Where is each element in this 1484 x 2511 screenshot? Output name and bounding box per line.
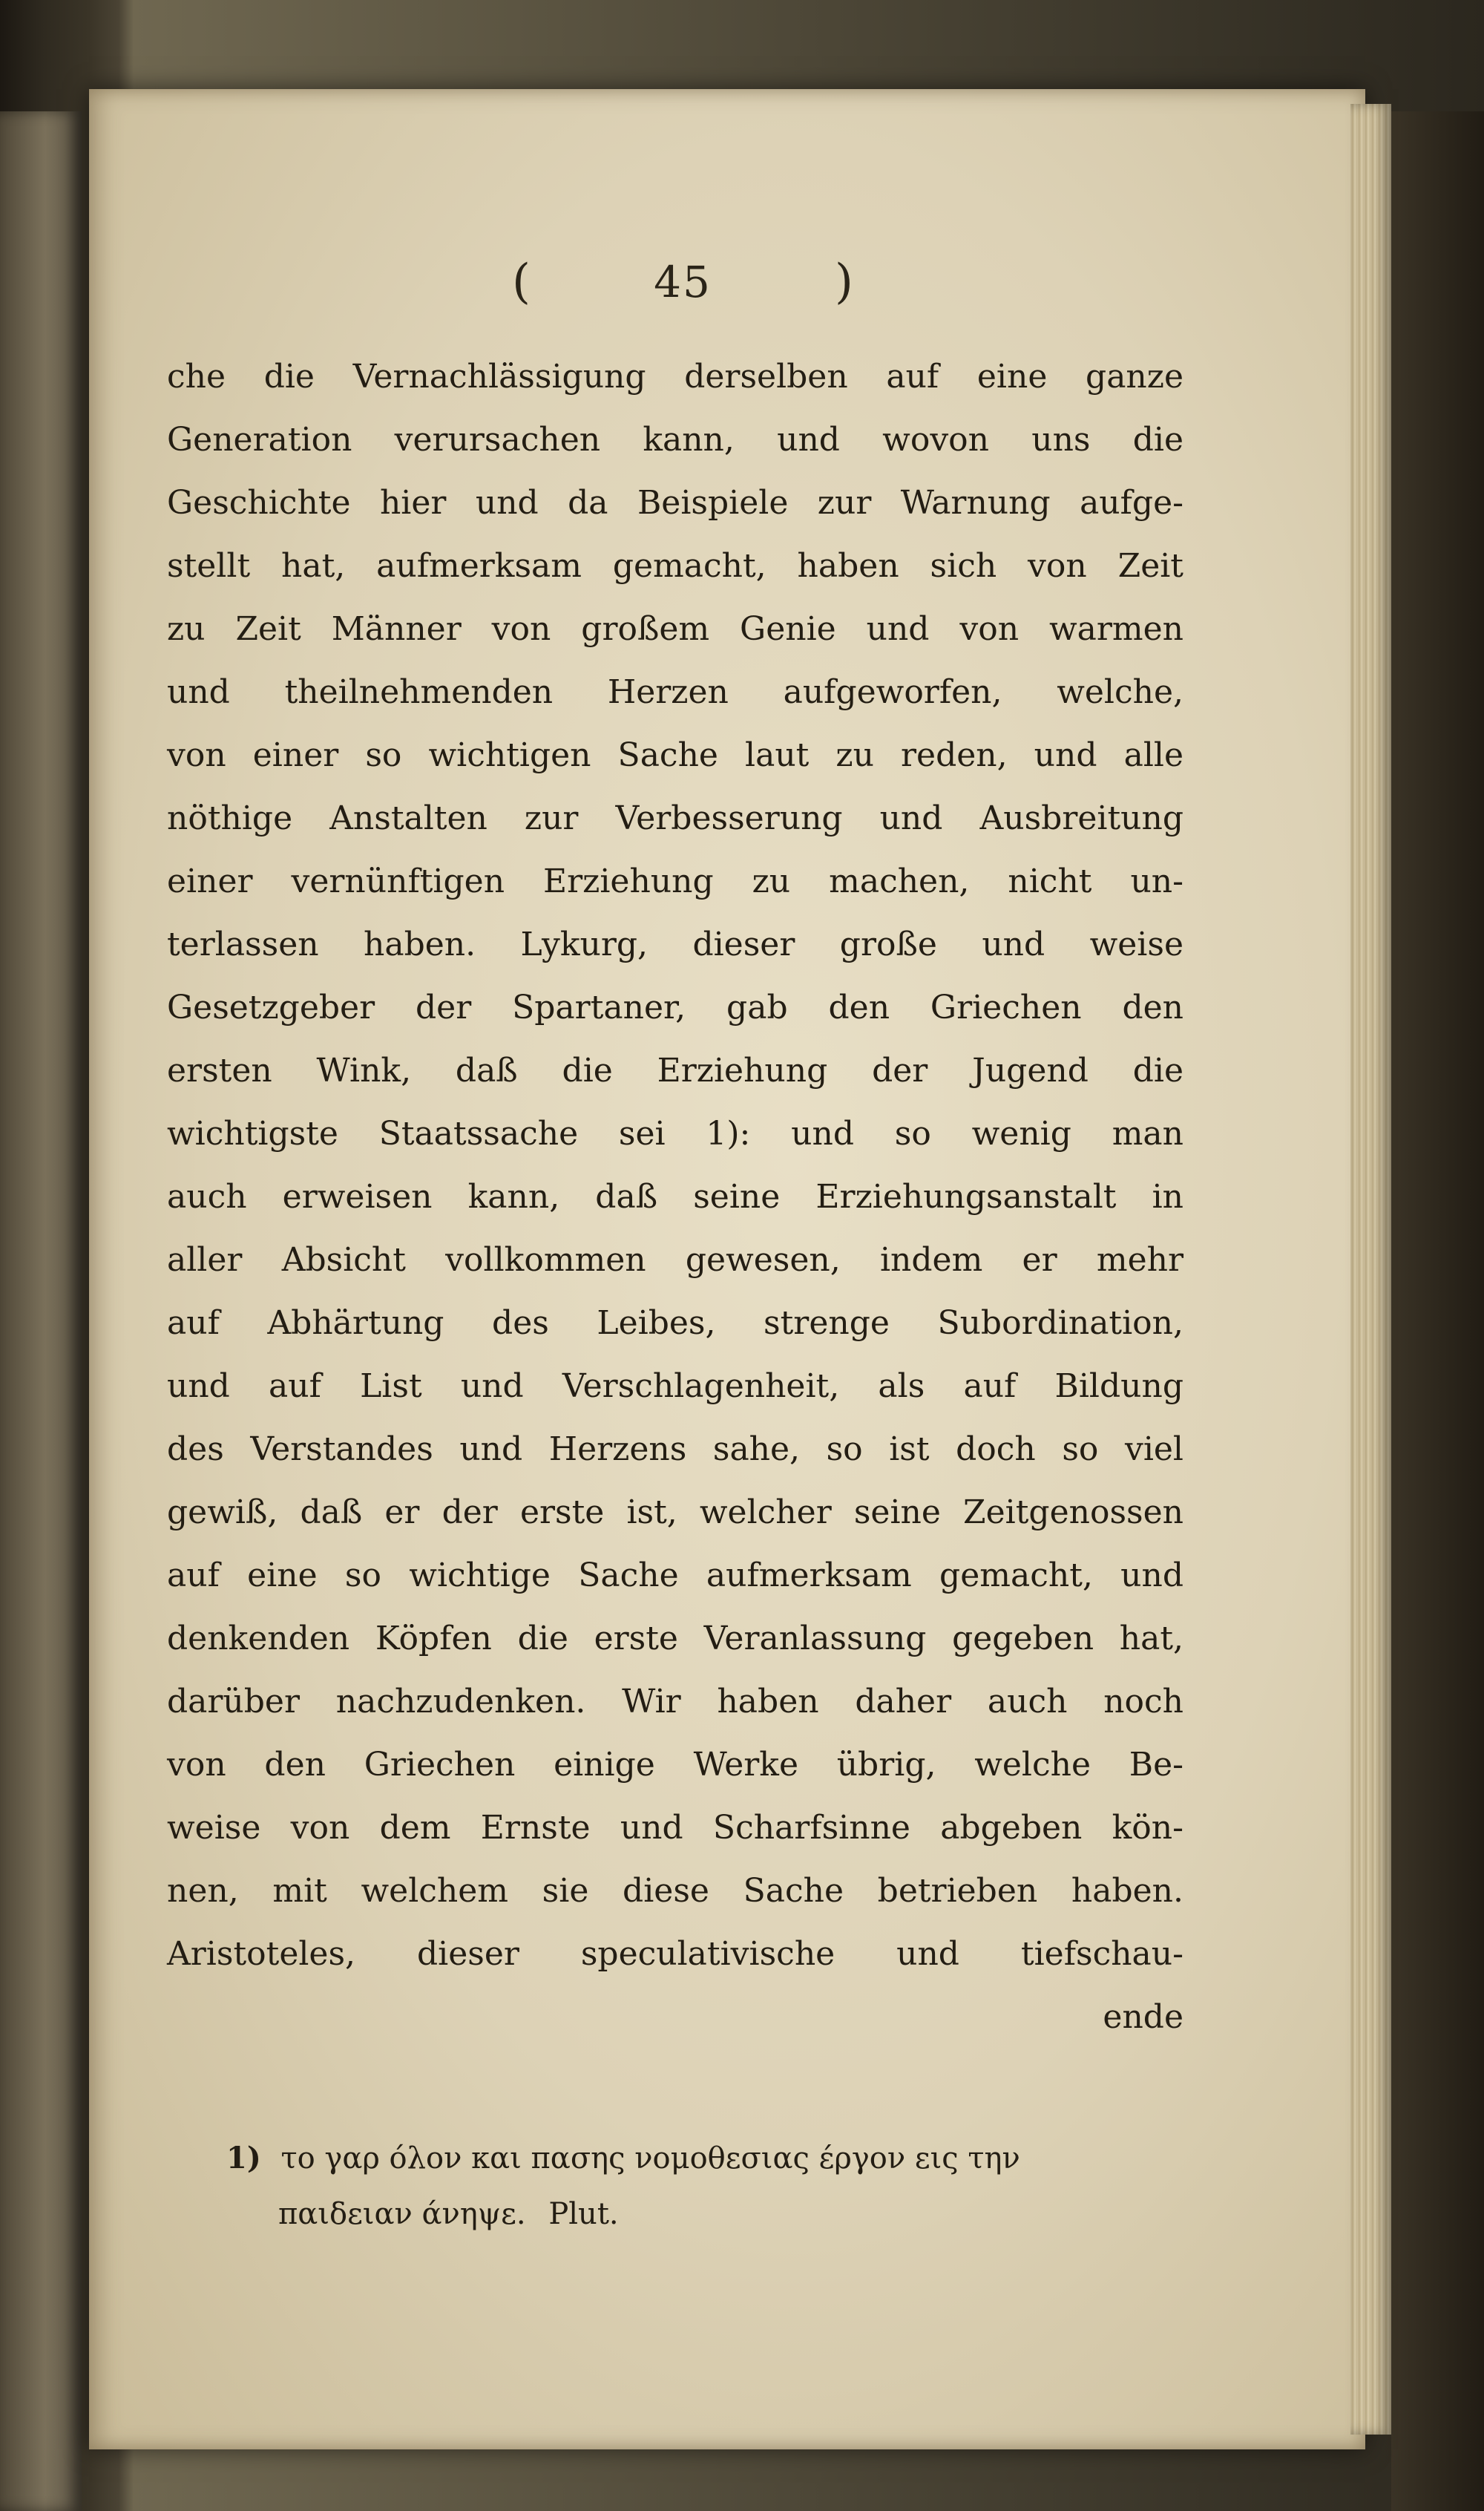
text-line: che die Vernachlässigung derselben auf eine ganze: [167, 358, 1183, 396]
text-line: ersten Wink, daß die Erziehung der Jugend die: [167, 1052, 1183, 1090]
text-line: von einer so wichtigen Sache laut zu reden, und alle: [167, 736, 1183, 774]
text-line: nöthige Anstalten zur Verbesserung und Ausbreitung: [167, 799, 1183, 837]
footnote-greek-line-2: παιδειαν άνηψε.: [278, 2197, 526, 2231]
text-line: von den Griechen einige Werke übrig, welche Be-: [167, 1746, 1183, 1784]
footnote-line-1: [226, 2130, 1176, 2187]
text-line: des Verstandes und Herzens sahe, so ist doch so viel: [167, 1430, 1183, 1468]
text-line: darüber nachzudenken. Wir haben daher auch noch: [167, 1683, 1183, 1721]
text-line: wichtigste Staatssache sei 1): und so wenig man: [167, 1115, 1183, 1153]
text-line: auch erweisen kann, daß seine Erziehungsanstalt in: [167, 1178, 1183, 1216]
text-line: stellt hat, aufmerksam gemacht, haben sich von Zeit: [167, 547, 1183, 585]
text-line: Geschichte hier und da Beispiele zur Warnung aufge-: [167, 484, 1183, 522]
text-line: und auf List und Verschlagenheit, als auf Bildung: [167, 1367, 1183, 1405]
footnote-line-2: [226, 2187, 1176, 2242]
footnote: [226, 2130, 1176, 2242]
page-number-paren-close: ): [835, 255, 853, 310]
text-line: auf Abhärtung des Leibes, strenge Subordination,: [167, 1304, 1183, 1342]
page-stack-edge: [1350, 104, 1391, 2435]
text-line: einer vernünftigen Erziehung zu machen, nicht un-: [167, 862, 1183, 900]
footnote-source: Plut.: [548, 2197, 619, 2231]
text-line: denkenden Köpfen die erste Veranlassung gegeben hat,: [167, 1620, 1183, 1657]
text-line: Gesetzgeber der Spartaner, gab den Griechen den: [167, 989, 1183, 1027]
text-line: Generation verursachen kann, und wovon uns die: [167, 421, 1183, 459]
text-line: terlassen haben. Lykurg, dieser große und weise: [167, 926, 1183, 963]
facing-page-edge: [0, 111, 82, 2511]
text-line: zu Zeit Männer von großem Genie und von warmen: [167, 610, 1183, 648]
text-line: und theilnehmenden Herzen aufgeworfen, welche,: [167, 673, 1183, 711]
book-edge-shadow: [1391, 111, 1484, 2511]
text-line: auf eine so wichtige Sache aufmerksam gemacht, und: [167, 1556, 1183, 1594]
text-line: aller Absicht vollkommen gewesen, indem er mehr: [167, 1241, 1183, 1279]
catchword: ende: [1103, 1998, 1183, 2036]
text-line: gewiß, daß er der erste ist, welcher seine Zeitgenossen: [167, 1493, 1183, 1531]
text-line: nen, mit welchem sie diese Sache betrieben haben.: [167, 1872, 1183, 1910]
page-header: [512, 245, 853, 319]
body-text: [167, 345, 1183, 2049]
page-number: 45: [654, 257, 712, 307]
footnote-marker: 1): [226, 2141, 261, 2176]
text-line: Aristoteles, dieser speculativische und tiefschau-: [167, 1935, 1183, 1973]
footnote-greek-line-1: το γαρ όλον και πασης νομοθεσιας έργον εις την: [280, 2141, 1020, 2176]
page-number-paren-open: (: [512, 255, 531, 310]
text-line: weise von dem Ernste und Scharfsinne abgeben kön-: [167, 1809, 1183, 1847]
